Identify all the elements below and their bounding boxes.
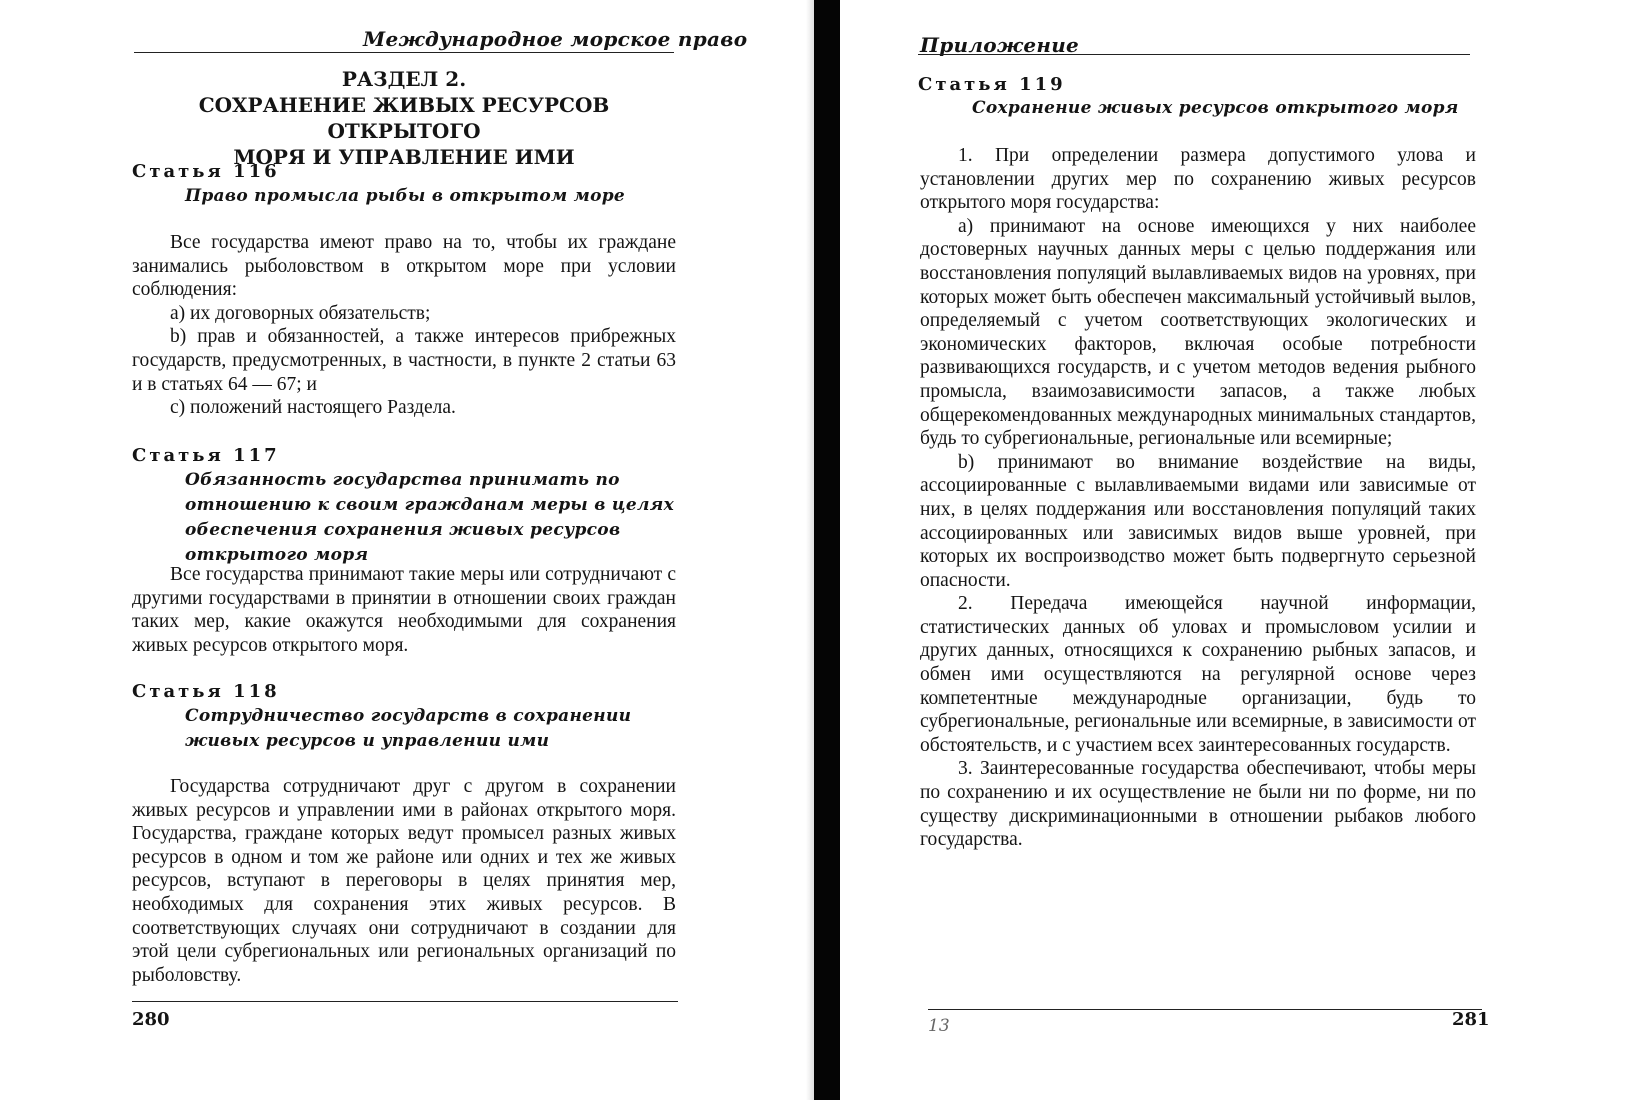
article-label: Статья 116: [132, 161, 280, 182]
paragraph: Все государства имеют право на то, чтобы их граждане занимались рыболовством в открытом море при условии соблюдения:: [132, 232, 676, 301]
article-title: Право промысла рыбы в открытом море: [185, 186, 626, 206]
header-rule: [134, 52, 674, 53]
article-body: [132, 231, 676, 420]
footer-rule: [928, 1009, 1482, 1010]
running-head: Международное морское право: [363, 27, 748, 51]
left-page: [0, 0, 810, 1100]
article-title: Сотрудничество государств в сохранении живых ресурсов и управлении ими: [185, 706, 632, 751]
section-title-line: МОРЯ И УПРАВЛЕНИЕ ИМИ: [233, 145, 575, 169]
paragraph: b) прав и обязанностей, а также интересов прибрежных государств, предусмотренных, в частности, в пункте 2 статьи 63 и в статьях 64 — 67; и: [132, 326, 676, 395]
paragraph: 2. Передача имеющейся научной информации, статистических данных об уловах и промысловом усилии и других данных, относящихся к сохранению рыбных запасов, и обмен ими осуществляются на регулярной основе через компетентные международные организации, будь то субрегиональные, региональные или всемирные, в зависимости от обстоятельств, и с участием всех заинтересованных государств.: [920, 593, 1476, 756]
article-label: Статья 118: [132, 681, 280, 702]
paragraph: c) положений настоящего Раздела.: [170, 397, 456, 419]
section-title-line: СОХРАНЕНИЕ ЖИВЫХ РЕСУРСОВ ОТКРЫТОГО: [198, 93, 610, 143]
paragraph: b) принимают во внимание воздействие на виды, ассоциированные с вылавливаемыми видами или зависимые от них, в целях поддержания или восстановления популяций таких ассоциированных или зависимых видов выше уровней, при которых их воспроизводство может быть подвергнуто серьезной опасности.: [920, 451, 1476, 591]
paragraph: Все государства принимают такие меры или сотрудничают с другими государствами в принятии в отношении своих граждан таких мер, какие окажутся необходимыми для сохранения живых ресурсов открытого моря.: [132, 564, 676, 656]
right-page: [836, 0, 1646, 1100]
article-title: Сохранение живых ресурсов открытого моря: [972, 98, 1459, 118]
paragraph: a) их договорных обязательств;: [170, 302, 431, 324]
article-title: Обязанность государства принимать по отношению к своим гражданам меры в целях обеспечения сохранения живых ресурсов открытого моря: [185, 470, 675, 565]
paragraph: a) принимают на основе имеющихся у них наиболее достоверных научных данных меры с целью поддержания или восстановления популяций вылавливаемых видов на уровнях, при которых может быть обеспечен максимальный устойчивый вылов, определяемый с учетом соответствующих экологических и экономических факторов, включая особые потребности развивающихся государств, и с учетом методов ведения рыбного промысла, взаимозависимости запасов, а также любых общерекомендованных международных минимальных стандартов, будь то субрегиональные, региональные или всемирные;: [920, 215, 1476, 450]
page-number: 281: [1452, 1009, 1490, 1030]
header-rule: [918, 54, 1470, 55]
section-title: [134, 66, 674, 170]
article-body: [920, 144, 1476, 852]
section-title-line: РАЗДЕЛ 2.: [341, 67, 467, 91]
article-label: Статья 117: [132, 445, 280, 466]
paragraph: 1. При определении размера допустимого улова и установлении других мер по сохранению живых ресурсов открытого моря государства:: [920, 145, 1476, 214]
handwritten-mark: 13: [928, 1016, 950, 1036]
paragraph: Государства сотрудничают друг с другом в сохранении живых ресурсов и управлении ими в районах открытого моря. Государства, граждане которых ведут промысел разных живых ресурсов в одном и том же районе или одних и тех же живых ресурсов, вступают в переговоры в целях принятия мер, необходимых для сохранения этих живых ресурсов. В соответствующих случаях они сотрудничают в создании для этой цели субрегиональных или региональных организаций по рыболовству.: [132, 776, 676, 986]
page-number: 280: [132, 1009, 170, 1030]
article-body: [132, 775, 676, 987]
footer-rule: [132, 1001, 678, 1002]
running-head: Приложение: [920, 33, 1080, 57]
paragraph: 3. Заинтересованные государства обеспечивают, чтобы меры по сохранению и их осуществление не были ни по форме, ни по существу дискриминационными в отношении рыбаков любого государства.: [920, 758, 1476, 851]
article-body: [132, 563, 676, 657]
article-label: Статья 119: [918, 74, 1066, 95]
